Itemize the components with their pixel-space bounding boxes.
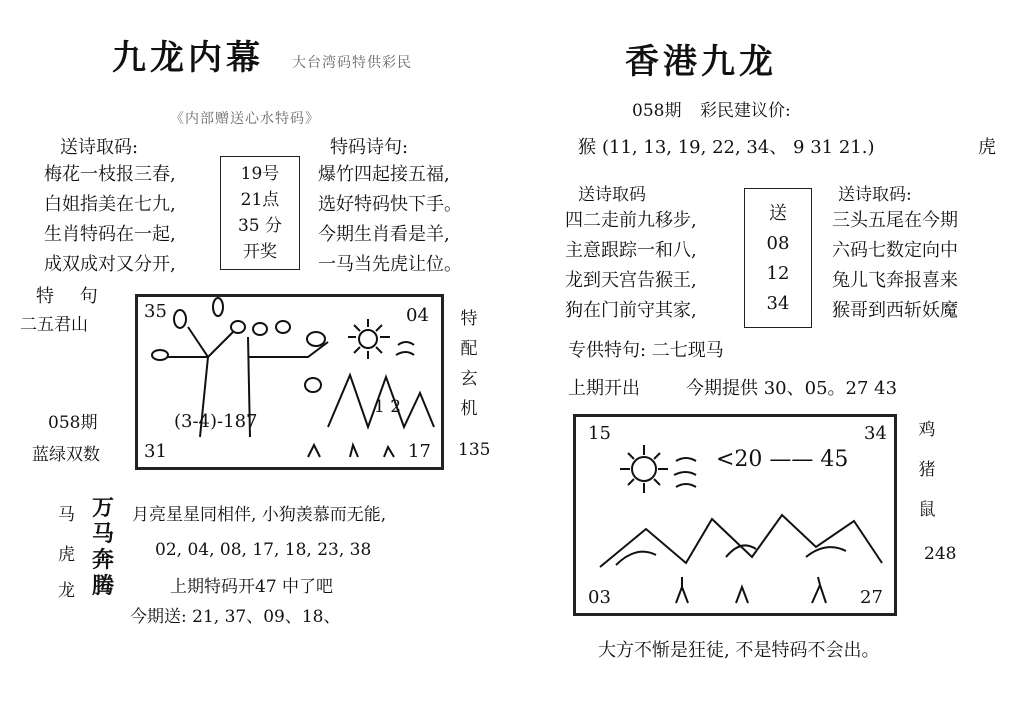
left-poem-line: 梅花一枝报三春,: [44, 164, 176, 185]
left-slogan-char: 马: [91, 521, 114, 547]
right-poem-heading-left: 送诗取码: [578, 185, 646, 205]
today-offer: 今期提供 30、05。27 43: [686, 378, 898, 399]
left-slogan: [90, 494, 116, 598]
left-poem-heading: 送诗取码:: [60, 137, 139, 158]
right-animal: 鼠: [918, 500, 936, 520]
send-number: 12: [766, 263, 790, 284]
left-draw-mountain-digits: 1 2: [374, 397, 402, 417]
special-poem-lines: [318, 160, 462, 280]
left-period: 058期: [48, 413, 98, 433]
left-slogan-char: 奔: [91, 547, 114, 573]
draw-date: 19号: [240, 164, 280, 184]
right-poem-left-line: 龙到天宫告猴王,: [565, 270, 697, 291]
left-sketch: [138, 297, 441, 467]
right-poem-left-line: 主意跟踪一和八,: [565, 240, 697, 261]
left-numbers-line: 02, 04, 08, 17, 18, 23, 38: [155, 540, 372, 560]
special-poem-line: 选好特码快下手。: [318, 194, 462, 215]
right-price-label: 彩民建议价:: [700, 101, 791, 121]
right-poem-right-line: 三头五尾在今期: [832, 210, 958, 231]
send-label: 送: [769, 203, 787, 224]
right-poem-right: [832, 206, 958, 326]
right-draw-num-tl: 15: [588, 423, 611, 444]
left-vertical-char: 玄: [460, 369, 478, 389]
left-vertical-char: 机: [460, 399, 478, 419]
right-period: 058期: [632, 101, 682, 121]
left-draw-num-br: 17: [408, 441, 431, 462]
right-title: 香港九龙: [625, 42, 777, 82]
tejv-text: 二五君山: [20, 315, 88, 335]
left-subtitle: 《内部赠送心水特码》: [170, 111, 320, 127]
special-poem-line: 爆竹四起接五福,: [318, 164, 450, 185]
right-animals: [916, 410, 938, 530]
left-draw-num-tr: 04: [406, 305, 429, 326]
left-poem-line: 白姐指美在七九,: [44, 194, 176, 215]
right-hint-drawing: [573, 414, 897, 616]
left-poem-lines: [44, 160, 176, 280]
left-title-tag: 大台湾码特供彩民: [292, 55, 412, 71]
left-poem-line: 成双成对又分开,: [44, 254, 176, 275]
right-poem-left: [565, 206, 697, 326]
left-vertical-char: 特: [460, 309, 478, 329]
left-animal-dragon: 龙: [58, 581, 75, 601]
right-draw-num-bl: 03: [588, 587, 611, 608]
left-slogan-char: 腾: [91, 573, 114, 599]
left-slogan-char: 万: [91, 495, 114, 521]
left-draw-num-bl: 31: [144, 441, 167, 462]
right-draw-formula: <20 —— 45: [716, 447, 849, 472]
left-draw-num-tl: 35: [144, 301, 167, 322]
color-tip: 蓝绿双数: [32, 445, 100, 465]
draw-time-box: [220, 156, 300, 270]
special-poem-line: 今期生肖看是羊,: [318, 224, 450, 245]
send-number-box: [744, 188, 812, 328]
right-poem-right-line: 猴哥到西斩妖魔: [832, 300, 958, 321]
left-today-send: 今期送: 21, 37、09、18、: [130, 607, 341, 627]
right-draw-num-tr: 34: [864, 423, 887, 444]
left-title: 九龙内幕: [112, 38, 264, 78]
special-poem-heading: 特码诗句:: [330, 137, 409, 158]
left-poem-line-2: 月亮星星同相伴, 小狗羡慕而无能,: [132, 505, 387, 525]
draw-hour: 21点: [240, 190, 280, 210]
left-animal-tiger: 虎: [58, 545, 75, 565]
right-pick-last: 虎: [978, 137, 996, 158]
right-poem-left-line: 四二走前九移步,: [565, 210, 697, 231]
send-number: 34: [766, 293, 790, 314]
right-poem-right-line: 六码七数定向中: [832, 240, 958, 261]
left-vertical-char: 配: [460, 339, 478, 359]
left-last-period: 上期特码开47 中了吧: [170, 577, 334, 597]
right-animal: 鸡: [918, 420, 936, 440]
left-number-right: 135: [458, 440, 491, 460]
send-number: 08: [766, 233, 790, 254]
right-poem-heading-right: 送诗取码:: [838, 185, 912, 205]
right-footer: 大方不惭是狂徒, 不是特码不会出。: [598, 640, 880, 661]
left-poem-line: 生肖特码在一起,: [44, 224, 176, 245]
left-animal-horse: 马: [58, 505, 75, 525]
right-pick-first: 猴: [578, 137, 596, 158]
right-pick-numbers: (11, 13, 19, 22, 34、 9 31 21.): [602, 137, 875, 158]
left-draw-formula: (3-4)-187: [174, 411, 258, 432]
right-number-right: 248: [924, 544, 957, 564]
right-animal: 猪: [918, 460, 936, 480]
special-sentence: 专供特句: 二七现马: [568, 340, 724, 361]
special-poem-line: 一马当先虎让位。: [318, 254, 462, 275]
tejv-label: 特 句: [36, 286, 108, 307]
draw-label: 开奖: [243, 242, 277, 262]
left-vertical-hint: [458, 304, 480, 424]
last-open-label: 上期开出: [568, 378, 640, 399]
left-hint-drawing: [135, 294, 444, 470]
right-poem-left-line: 狗在门前守其家,: [565, 300, 697, 321]
draw-minute: 35 分: [237, 216, 283, 236]
right-draw-num-br: 27: [860, 587, 883, 608]
right-poem-right-line: 兔儿飞奔报喜来: [832, 270, 958, 291]
